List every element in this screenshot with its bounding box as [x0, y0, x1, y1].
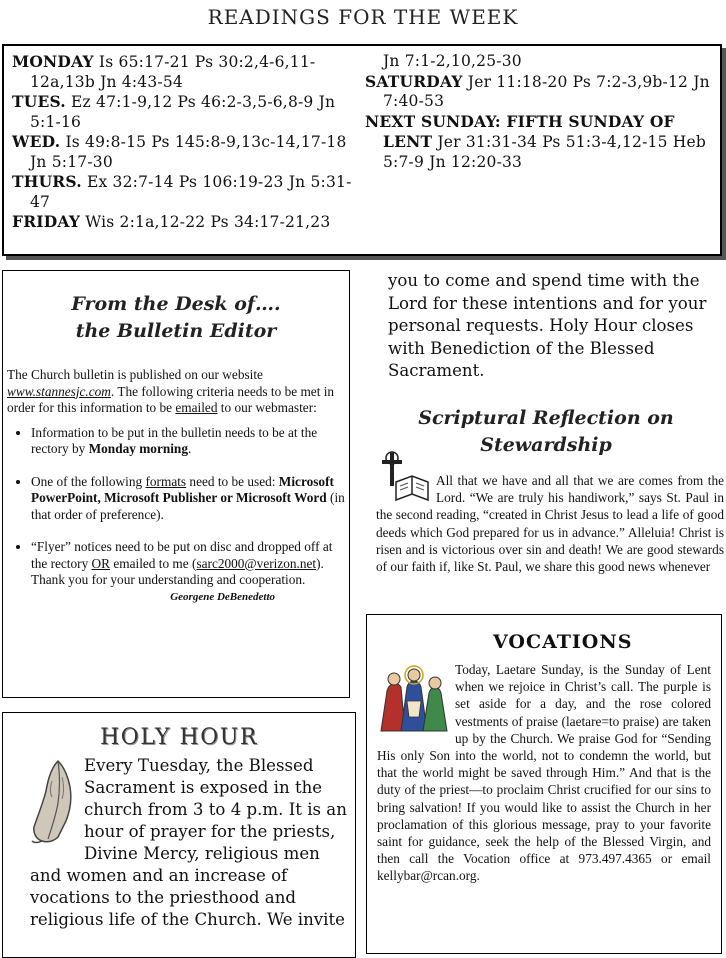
holy-hour-box	[2, 712, 356, 958]
reading-text: Jer 31:31-34 Ps 51:3-4,12-15 Heb 5:7-9 Jn 12:20-33	[383, 133, 706, 171]
reading-monday	[12, 52, 359, 92]
editor-signature: Georgene DeBenedetto	[170, 590, 275, 603]
reading-day: SATURDAY	[365, 71, 463, 91]
thanks-block	[31, 572, 345, 589]
reading-saturday	[365, 72, 712, 112]
readings-right-column	[365, 52, 712, 248]
cross-and-book-icon	[376, 450, 432, 502]
website-link[interactable]: www.stannesjc.com	[7, 383, 111, 399]
reading-day: FRIDAY	[12, 212, 81, 231]
reading-tuesday	[12, 92, 359, 132]
reading-day: NEXT SUNDAY: FIFTH SUNDAY OF LENT	[365, 111, 675, 151]
signature-line	[31, 589, 345, 606]
reading-day: MONDAY	[12, 52, 94, 71]
reading-text: Ex 32:7-14 Ps 106:19-23 Jn 5:31-47	[30, 173, 352, 211]
reading-thursday	[12, 172, 359, 212]
vocations-text: Today, Laetare Sunday, is the Sunday of Lent when we rejoice in Christ’s call. The purple is set aside for a day, and the rose colored vestments of praise (laetare=to praise) are taken up by the Church. We praise God for “Sending His only Son into the world, not to condemn the world, but that the world might be saved through Him.” And that is the duty of the priest—to proclaim Christ crucified for our sins to bring salvation! If you would like to assist the Church in her proclamation of this glorious message, pray to your favorite saint for guidance, seek the help of the Blessed Virgin, and then call the Vocation office at 973.497.4365 or email kellybar@rcan.org.	[377, 662, 711, 884]
criteria-text: Information to be put in the bulletin needs to be at the rectory by	[31, 424, 318, 456]
criteria-list	[7, 425, 345, 606]
editor-intro-text: The Church bulletin is published on our website	[7, 367, 263, 382]
stewardship-title: Scriptural Reflection on Stewardship	[418, 407, 674, 456]
criteria-text: emailed to me (	[110, 555, 197, 571]
stewardship-text-wrap	[376, 472, 724, 575]
criteria-text: One of the following	[31, 473, 146, 489]
reading-text: Is 65:17-21 Ps 30:2,4-6,11-12a,13b Jn 4:43-54	[30, 53, 316, 91]
criteria-text: need to be used:	[186, 473, 279, 489]
editor-intro	[7, 367, 345, 417]
praying-hands-icon	[28, 757, 80, 845]
thanks-text: Thank you for your understanding and cooperation.	[31, 572, 306, 587]
holy-hour-text: Every Tuesday, the Blessed Sacrament is exposed in the church from 3 to 4 p.m. It is an hour of prayer for the priests, Divine Mercy, religious men and women and an increase of vocations to the priesthood and religious life of the Church. We invite	[30, 756, 347, 929]
criteria-text: .	[187, 441, 192, 456]
vocations-title: VOCATIONS	[493, 631, 633, 653]
email-link[interactable]: sarc2000@verizon.net	[196, 555, 317, 571]
reading-wednesday	[12, 132, 359, 172]
reading-day: WED.	[12, 132, 61, 151]
reading-text: Jn 7:1-2,10,25-30	[383, 52, 522, 70]
criteria-item	[31, 474, 345, 524]
reading-friday-continued	[365, 52, 712, 72]
criteria-underlined: OR	[91, 555, 111, 571]
readings-title: READINGS FOR THE WEEK	[207, 5, 519, 29]
editor-intro-text: to our webmaster:	[217, 400, 317, 415]
criteria-bold: Monday morning	[88, 441, 188, 456]
readings-box	[2, 44, 722, 256]
criteria-text: ).	[316, 555, 324, 571]
reading-day: THURS.	[12, 172, 82, 191]
criteria-text: (in that order of preference).	[31, 490, 345, 522]
editor-title-line2: the Bulletin Editor	[75, 320, 277, 342]
reading-text: Ez 47:1-9,12 Ps 46:2-3,5-6,8-9 Jn 5:1-16	[30, 93, 336, 131]
reading-text: Wis 2:1a,12-22 Ps 34:17-21,23	[80, 213, 331, 231]
reading-text: Jer 11:18-20 Ps 7:2-3,9b-12 Jn 7:40-53	[383, 72, 710, 110]
vocations-text-wrap	[377, 661, 711, 885]
holy-figures-icon	[377, 661, 449, 733]
criteria-text: “Flyer” notices need to be put on disc and dropped off at the rectory	[31, 539, 333, 571]
editor-title-line1: From the Desk of….	[71, 293, 281, 315]
reading-day: TUES.	[12, 92, 66, 111]
vocations-box	[366, 614, 722, 954]
holy-hour-continued-text: you to come and spend time with the Lord for these intentions and for your personal requests. Holy Hour closes with Benediction of the Blessed Sacrament.	[388, 271, 707, 380]
criteria-underlined: formats	[145, 473, 187, 489]
criteria-item	[31, 539, 345, 605]
readings-left-column	[12, 52, 359, 248]
criteria-bold: Microsoft PowerPoint, Microsoft Publisher or Microsoft Word	[31, 473, 334, 505]
reading-friday	[12, 212, 359, 233]
emailed-underlined: emailed	[175, 400, 218, 415]
editor-title	[7, 291, 345, 345]
stewardship-text: All that we have and all that we are comes from the Lord. “We are truly his handiwork,” says St. Paul in the second reading, “created in Christ Jesus to lead a life of good deeds which God prepared for us in advance.” Alleluia! Christ is risen and is victorious over sin and death! We are good stewards of our faith if, like St. Paul, we share this good news whenever	[376, 473, 724, 575]
bulletin-editor-box	[2, 270, 350, 698]
reading-next-sunday	[365, 112, 712, 173]
holy-hour-text-wrap	[5, 755, 353, 931]
reading-text: Is 49:8-15 Ps 145:8-9,13c-14,17-18 Jn 5:17-30	[30, 133, 347, 171]
editor-intro-text: . The following criteria needs to be met in order for this information to be	[7, 383, 335, 415]
holy-hour-title: HOLY HOUR	[100, 725, 258, 750]
criteria-item	[31, 425, 345, 458]
